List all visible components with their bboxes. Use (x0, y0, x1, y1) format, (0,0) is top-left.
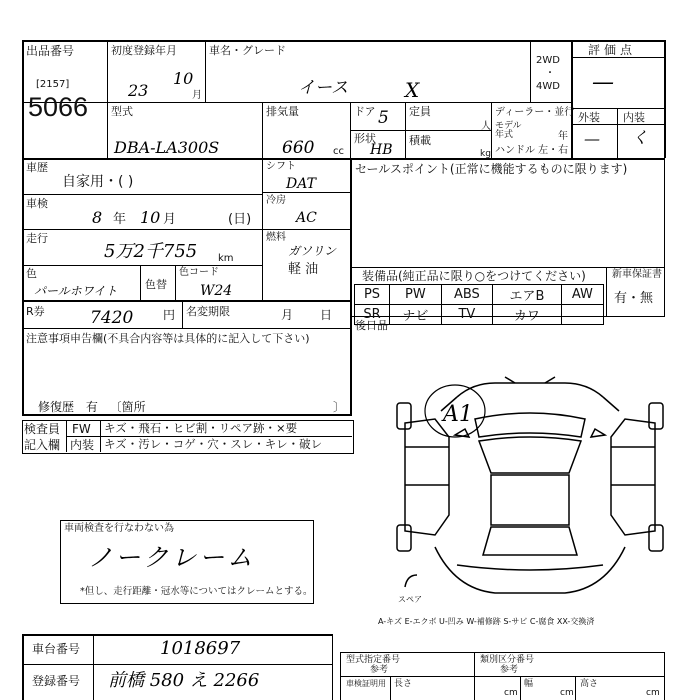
title-deadline-label: 名変期限 (186, 305, 230, 318)
equipment-leather[interactable]: カワ (493, 305, 562, 325)
divider (262, 102, 263, 160)
height-label: 高さ (580, 679, 599, 689)
damage-mark-text: A1 (443, 402, 473, 427)
divider (520, 676, 521, 700)
noclaim-text: ノークレーム (88, 543, 256, 572)
divider (332, 634, 333, 700)
fw-label: FW (72, 422, 91, 436)
divider (107, 40, 108, 160)
damage-legend: A-キズ E-エクボ U-凹み W-補修跡 S-サビ C-腐食 XX-交換済 (378, 617, 595, 626)
top-border (22, 40, 665, 42)
rating-label: 評価点 (588, 43, 637, 57)
equipment-ps[interactable]: PS (355, 285, 390, 305)
divider (350, 102, 351, 160)
ref-label-1: 参考 (370, 665, 389, 675)
equipment-airbag[interactable]: エアB (493, 285, 562, 305)
divider (606, 267, 607, 317)
divider (390, 676, 391, 700)
equipment-row (355, 285, 604, 305)
shift-label: シフト (266, 161, 296, 172)
left-border-upper (22, 40, 24, 414)
right-border-upper (664, 40, 666, 158)
equipment-table (354, 284, 604, 325)
divider (664, 158, 665, 316)
inspection-day-unit: (日) (228, 212, 252, 227)
lot-small: [2157] (36, 79, 70, 90)
equipment-row (355, 305, 604, 325)
car-name: イース (298, 78, 349, 98)
wheel-front-left (397, 403, 411, 429)
right-side-panel (611, 419, 655, 535)
recycle-label: R券 (26, 305, 45, 318)
divider (22, 194, 262, 195)
divider (22, 158, 665, 160)
equipment-sr[interactable]: SR (355, 305, 390, 325)
aircon-value: AC (296, 210, 317, 226)
equipment-navi[interactable]: ナビ (390, 305, 442, 325)
lot-label: 出品番号 (26, 44, 75, 58)
divider (491, 102, 492, 160)
divider (205, 40, 206, 102)
divider (405, 102, 406, 160)
equipment-pw[interactable]: PW (390, 285, 442, 305)
divider (572, 108, 664, 109)
repair-history-label: 修復歴 有 〔箇所 (38, 400, 146, 414)
int-label: 内装 (70, 438, 95, 452)
class-label: 類別区分番号 (480, 655, 535, 665)
divider (22, 414, 352, 416)
interior-label: 内装 (623, 111, 645, 124)
dealer-label: ディーラー・並行 (495, 107, 575, 118)
noclaim-heading: 車両検査を行なわない為 (64, 523, 174, 534)
grade: X (405, 78, 420, 102)
inspector-label-1: 検査員 (24, 422, 61, 436)
mirror-right (591, 429, 605, 437)
type-designation-label: 型式指定番号 (346, 655, 401, 665)
cc-unit: cc (333, 146, 344, 157)
wheel-rear-right (649, 525, 663, 551)
rating-value: — (592, 70, 614, 95)
door-value: 5 (378, 108, 389, 128)
inspection-label: 車検 (26, 197, 48, 210)
spare-label: スペア (398, 595, 422, 604)
divider (22, 634, 332, 636)
color-code-value: W24 (200, 283, 233, 299)
rear-window (483, 527, 577, 555)
length-label: 長さ (394, 679, 413, 689)
after-items-label: 後日品 (355, 319, 388, 332)
warranty-value: 有・無 (614, 291, 654, 306)
repaint-label: 色替 (145, 278, 167, 291)
equipment-empty (561, 305, 603, 325)
int-text: キズ・汚レ・コゲ・穴・スレ・キレ・破レ (104, 437, 323, 451)
wd-dot: ・ (545, 68, 555, 79)
deadline-month: 月 (281, 308, 294, 322)
spare-tire-mark (405, 575, 417, 587)
fuel-value: ガソリン (288, 244, 337, 258)
wheel-front-right (649, 403, 663, 429)
inspection-year-unit: 年 (113, 212, 127, 227)
km-unit: km (218, 253, 234, 264)
equipment-tv[interactable]: TV (441, 305, 492, 325)
windshield (479, 437, 581, 473)
yen-unit: 円 (163, 308, 176, 322)
model-year-label: モデル年式 (495, 121, 522, 140)
registration-value: 前橋 580 え 2266 (108, 670, 260, 691)
displacement-value: 660 (282, 138, 315, 158)
month-unit: 月 (192, 90, 202, 101)
diesel-option: 軽 油 (288, 262, 319, 277)
roof (491, 475, 569, 525)
divider (93, 634, 94, 700)
year-unit: 年 (558, 131, 568, 142)
capacity-unit: 人 (481, 121, 491, 132)
interior-value: く (632, 128, 649, 147)
repair-history-end: 〕 (333, 400, 346, 414)
noclaim-note: *但し、走行距離・冠水等についてはクレームとする。 (80, 586, 313, 597)
deadline-day: 日 (320, 308, 333, 322)
first-reg-year: 23 (128, 81, 149, 100)
2wd-label: 2WD (536, 55, 560, 66)
width-label: 幅 (524, 679, 534, 689)
history-value: 自家用・( ) (62, 174, 134, 190)
inspection-month: 10 (140, 208, 161, 227)
divider (140, 265, 141, 300)
divider (182, 300, 183, 328)
chassis-value: 1018697 (160, 638, 241, 659)
new-warranty-label: 新車保証書 (612, 269, 662, 280)
mileage-label: 走行 (26, 232, 48, 245)
door-label: ドア (354, 105, 376, 118)
equipment-label: 装備品(純正品に限り○をつけてください) (362, 269, 586, 283)
hood (475, 413, 585, 437)
divider (175, 265, 176, 300)
divider (575, 676, 576, 700)
capacity-label: 定員 (409, 105, 431, 118)
color-label: 色 (26, 267, 37, 280)
equipment-abs[interactable]: ABS (441, 285, 492, 305)
ref-label-2: 参考 (500, 665, 519, 675)
color-code-label: 色コード (179, 267, 219, 278)
height-cm: cm (646, 688, 660, 698)
aircon-label: 冷房 (266, 195, 286, 206)
width-cm: cm (560, 688, 574, 698)
history-label: 車歴 (26, 161, 48, 174)
exterior-label: 外装 (578, 111, 600, 124)
rear-gate (457, 565, 603, 570)
load-label: 積載 (409, 134, 431, 147)
chassis-label: 車台番号 (32, 642, 81, 656)
4wd-label: 4WD (536, 81, 560, 92)
notes-label: 注意事項申告欄(不具合内容等は具体的に記入して下さい) (26, 332, 310, 345)
divider (22, 300, 352, 302)
divider (530, 40, 531, 102)
divider (22, 265, 262, 266)
divider (22, 328, 352, 329)
divider (350, 130, 491, 131)
shape-label: 形状 (354, 132, 376, 145)
registration-label: 登録番号 (32, 674, 81, 688)
left-side-panel (405, 419, 449, 535)
front-detail (505, 377, 555, 383)
divider (572, 124, 664, 125)
wheel-rear-left (397, 525, 411, 551)
divider (22, 229, 262, 230)
divider (617, 108, 618, 158)
type-value: DBA-LA300S (114, 138, 220, 157)
shape-value: HB (370, 142, 393, 158)
first-reg-month: 10 (173, 69, 194, 88)
name-grade-label: 車名・グレード (209, 44, 286, 57)
sales-points-label: セールスポイント(正常に機能するものに限ります) (355, 162, 628, 176)
divider (22, 634, 24, 700)
length-cm: cm (504, 688, 518, 698)
exterior-value: — (584, 129, 600, 148)
displacement-label: 排気量 (266, 105, 299, 118)
mileage-value: 5万2千755 (104, 241, 198, 262)
divider (262, 229, 350, 230)
divider (572, 57, 664, 58)
load-unit: kg (480, 149, 491, 159)
divider (340, 652, 665, 653)
recycle-value: 7420 (90, 308, 134, 328)
divider (22, 102, 572, 103)
color-value: パールホワイト (34, 284, 118, 298)
lot-number: 5066 (28, 92, 89, 122)
equipment-aw[interactable]: AW (561, 285, 603, 305)
inspector-label-2: 記入欄 (24, 438, 61, 452)
first-reg-label: 初度登録年月 (111, 44, 177, 57)
divider (340, 676, 665, 677)
inspection-year: 8 (92, 208, 103, 227)
shift-value: DAT (286, 176, 316, 192)
car-diagram (395, 375, 665, 615)
inspection-month-unit: 月 (163, 212, 177, 227)
divider (262, 192, 350, 193)
divider (350, 158, 352, 414)
handle-label: ハンドル 左・右 (495, 145, 569, 156)
cert-label: 車検証明用 (346, 679, 386, 688)
fuel-label: 燃料 (266, 232, 286, 243)
type-label: 型式 (111, 105, 133, 118)
fw-text: キズ・飛石・ヒビ割・リペア跡・×要 (104, 421, 298, 435)
divider (351, 267, 665, 268)
divider (22, 664, 332, 665)
